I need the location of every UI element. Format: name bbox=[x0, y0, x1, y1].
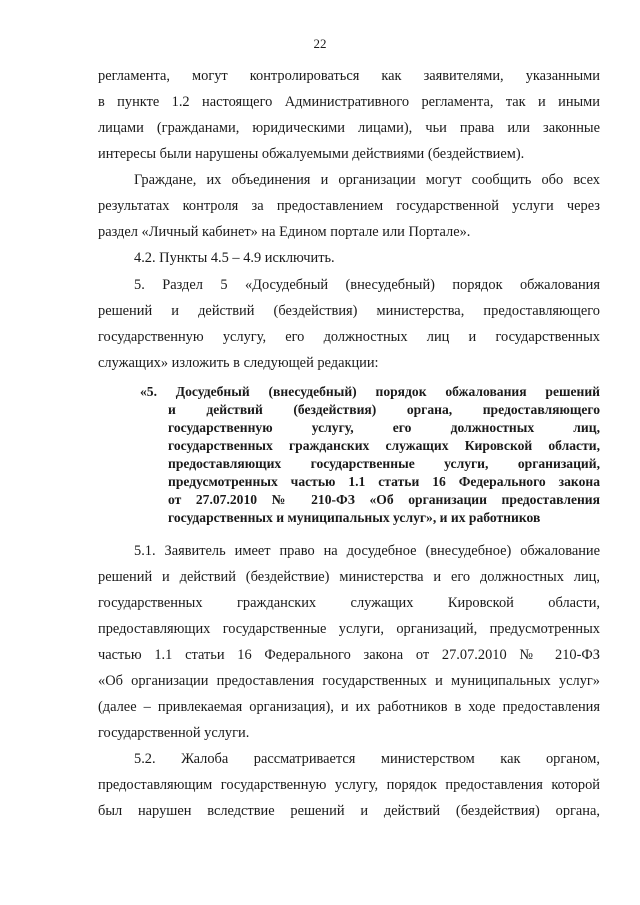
text-line: раздел «Личный кабинет» на Едином портале или Портале». bbox=[98, 224, 471, 240]
text-line: в пункте 1.2 настоящего Административного регламента, так и иными bbox=[98, 94, 600, 110]
text-line: 4.2. Пункты 4.5 – 4.9 исключить. bbox=[134, 250, 335, 266]
text-line: «Об организации предоставления государственных и муниципальных услуг» bbox=[98, 673, 600, 689]
text-line: 5. Раздел 5 «Досудебный (внесудебный) порядок обжалования bbox=[134, 277, 600, 293]
section-heading-line: предусмотренных частью 1.1 статьи 16 Федерального закона bbox=[168, 474, 600, 489]
text-line: был нарушен вследствие решений и действий (бездействия) органа, bbox=[98, 803, 600, 819]
text-line: регламента, могут контролироваться как заявителями, указанными bbox=[98, 68, 600, 84]
section-heading-line: государственную услугу, его должностных лиц, bbox=[168, 420, 600, 435]
text-line: лицами (гражданами, юридическими лицами), чьи права или законные bbox=[98, 120, 600, 136]
text-line: Граждане, их объединения и организации могут сообщить обо всех bbox=[134, 172, 600, 188]
text-line: (далее – привлекаемая организация), и их работников в ходе предоставления bbox=[98, 699, 600, 715]
text-line: государственных гражданских служащих Кировской области, bbox=[98, 595, 600, 611]
section-heading-line: государственных и муниципальных услуг», и их работников bbox=[168, 510, 541, 525]
text-line: результатах контроля за предоставлением государственной услуги через bbox=[98, 198, 600, 214]
text-line: предоставляющих государственные услуги, организаций, предусмотренных bbox=[98, 621, 600, 637]
page-number: 22 bbox=[313, 36, 327, 51]
text-line: частью 1.1 статьи 16 Федерального закона от 27.07.2010 № 210-ФЗ bbox=[98, 647, 600, 663]
text-line: решений и действий (бездействия) министерства, предоставляющего bbox=[98, 303, 600, 319]
text-line: государственной услуги. bbox=[98, 725, 250, 741]
text-line: 5.2. Жалоба рассматривается министерством как органом, bbox=[134, 751, 600, 767]
section-heading-line: «5. Досудебный (внесудебный) порядок обжалования решений bbox=[140, 384, 600, 399]
section-heading-line: от 27.07.2010 № 210-ФЗ «Об организации предоставления bbox=[168, 492, 600, 507]
text-line: государственную услугу, его должностных лиц и государственных bbox=[98, 329, 600, 345]
text-line: служащих» изложить в следующей редакции: bbox=[98, 355, 379, 371]
section-heading-line: государственных гражданских служащих Кировской области, bbox=[168, 438, 600, 453]
text-line: предоставляющим государственную услугу, порядок предоставления которой bbox=[98, 777, 600, 793]
section-heading-line: предоставляющих государственные услуги, организаций, bbox=[168, 456, 600, 471]
text-line: решений и действий (бездействие) министерства и его должностных лиц, bbox=[98, 569, 600, 585]
text-line: 5.1. Заявитель имеет право на досудебное (внесудебное) обжалование bbox=[134, 543, 600, 559]
section-heading-line: и действий (бездействия) органа, предоставляющего bbox=[168, 402, 600, 417]
text-line: интересы были нарушены обжалуемыми действиями (бездействием). bbox=[98, 146, 525, 162]
